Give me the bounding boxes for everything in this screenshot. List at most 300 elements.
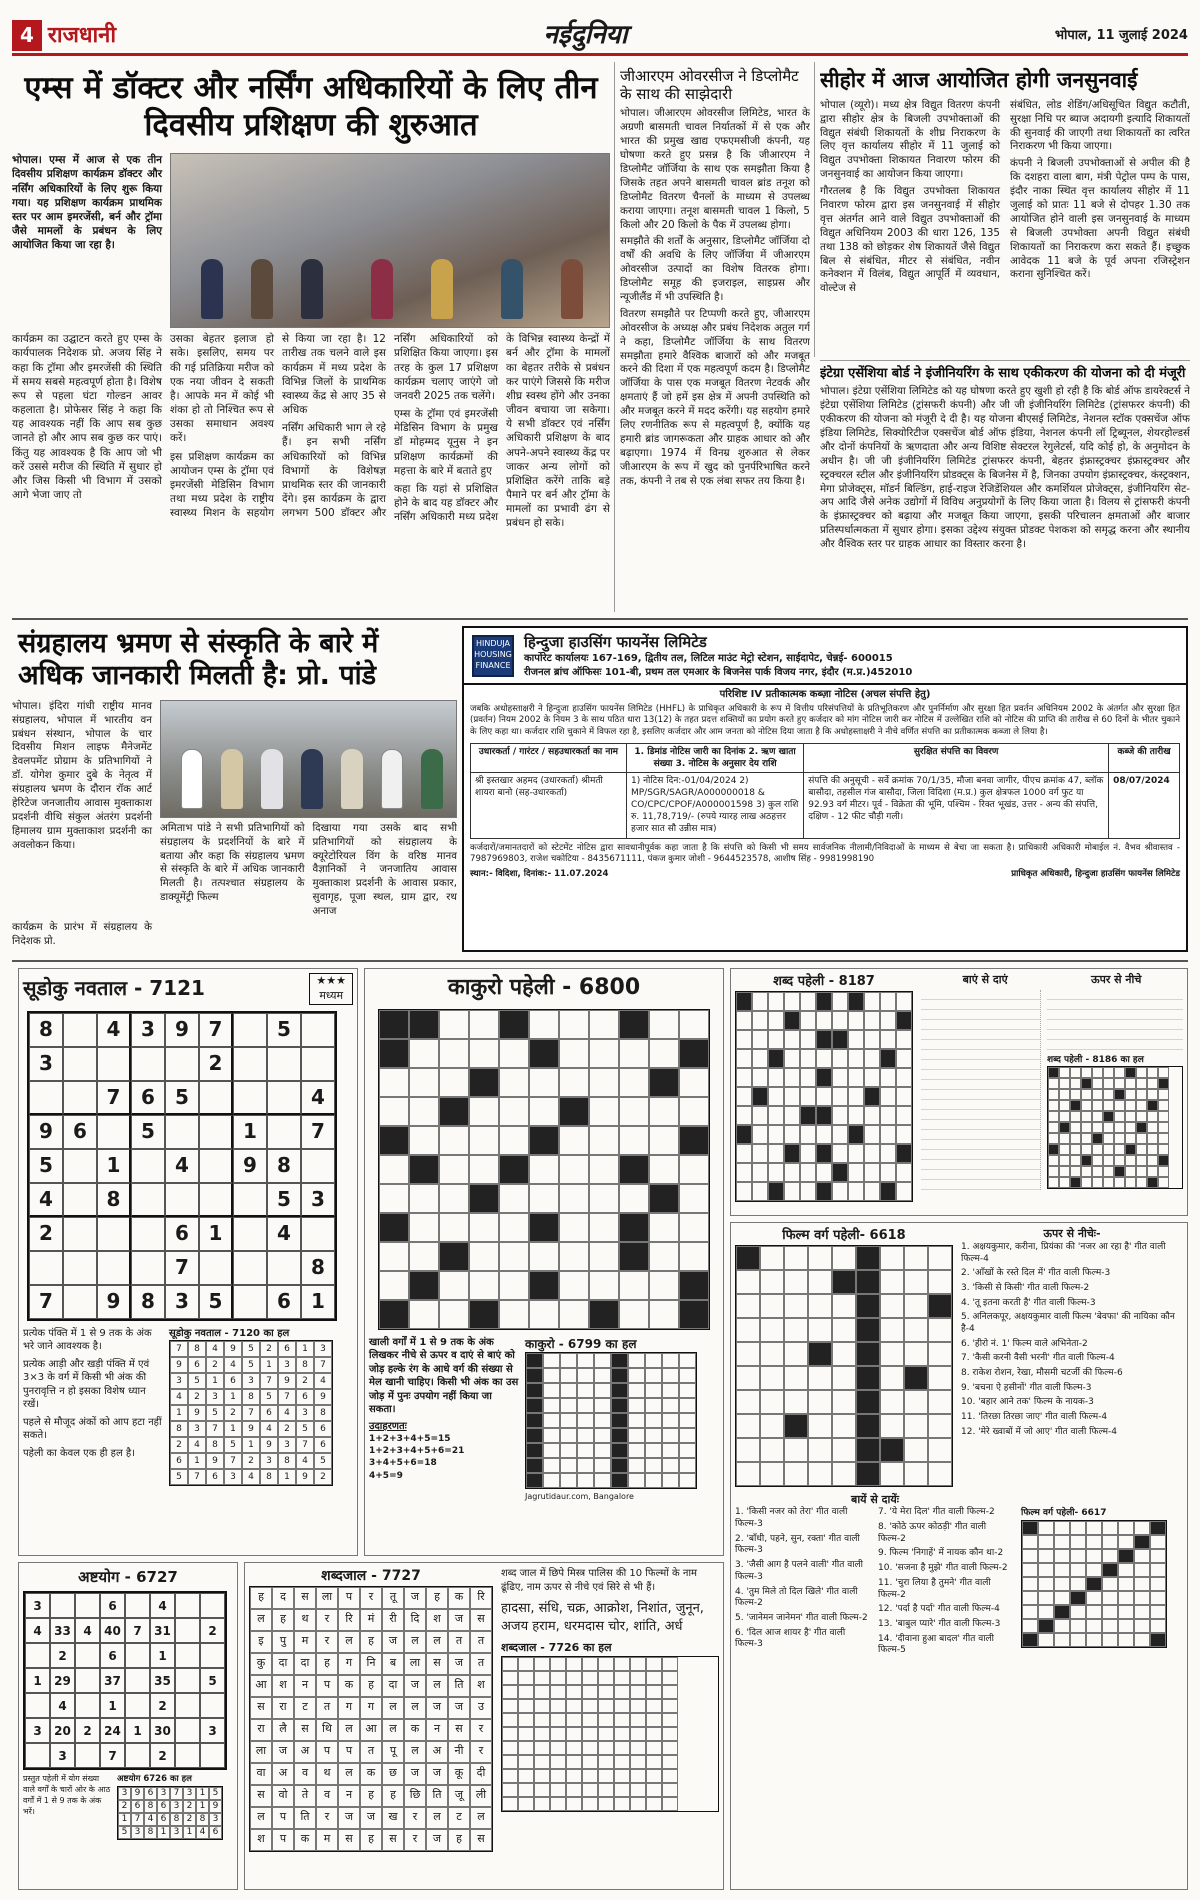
kakuro-solution-cell <box>560 1458 577 1473</box>
shabdjaal-cell: कु <box>250 1653 272 1675</box>
notice-table <box>470 743 1180 839</box>
shabdjaal-cell: पू <box>382 1741 404 1763</box>
sudoku-cell <box>301 1013 335 1047</box>
film-puzzle-cell <box>880 1294 904 1318</box>
sudoku-solution-cell: 1 <box>206 1373 224 1389</box>
shabdjaal-solution-cell <box>614 1671 630 1685</box>
shabdjaal-solution-cell <box>550 1727 566 1741</box>
ashtyog-solution-cell: 8 <box>170 1813 183 1826</box>
sudoku-solution-cell: 6 <box>260 1405 278 1421</box>
film-down-clue: 5. अनिलकपूर, अक्षयकुमार वाली फिल्म 'बेवफा' की नायिका कौन है-4 <box>961 1312 1175 1334</box>
shabdjaal-solution-cell <box>598 1671 614 1685</box>
kakuro-cell <box>619 1300 649 1329</box>
shabdjaal-solution-cell <box>662 1657 678 1671</box>
word-puzzle-solution-cell <box>1081 1111 1092 1122</box>
film-puzzle-cell <box>928 1270 952 1294</box>
word-puzzle-solution-cell <box>1147 1155 1158 1166</box>
kakuro-cell <box>439 1271 469 1300</box>
kakuro-cell <box>649 1213 679 1242</box>
shabdjaal-solution-cell <box>646 1769 662 1783</box>
sudoku-solution-cell: 5 <box>170 1469 188 1485</box>
film-down-clue: 4. 'तू इतना करती है' गीत वाली फिल्म-3 <box>961 1297 1096 1308</box>
shabdjaal-cell: ज <box>404 1587 426 1609</box>
notice-corp-office: कार्पोरेट कार्यालयः 167-169, द्वितीय तल, लिटिल माउंट मेट्रो स्टेशन, साईदापेट, चेन्नई- 600015 <box>524 653 893 665</box>
film-puzzle-cell <box>784 1366 808 1390</box>
notice-loan: 1) नोटिस दिन:-01/04/2024 2) MP/SGR/SAGR/A000000018 & CO/CPC/CPOF/A000001598 3) कुल राशि रु. 11,78,719/- (रुपये ग्यारह लाख अठहत्तर हजार सात सौ उन्नीस मात्र) <box>626 772 803 838</box>
kakuro-cell <box>379 1126 409 1155</box>
shabdjaal-solution-cell <box>502 1657 518 1671</box>
film-puzzle-solution-cell <box>1054 1521 1070 1535</box>
sudoku-solution-cell: 6 <box>314 1421 332 1437</box>
shabdjaal-cell: स <box>294 1719 316 1741</box>
shabdjaal-cell: वो <box>272 1785 294 1807</box>
sudoku-title: सूडोकु नवताल - 7121 <box>23 976 205 1001</box>
shabdjaal-cell: ली <box>470 1785 492 1807</box>
shabdjaal-cell: ल <box>404 1631 426 1653</box>
ashtyog-cell <box>75 1668 100 1693</box>
kakuro-cell <box>529 1155 559 1184</box>
word-puzzle-solution-cell <box>1048 1089 1059 1100</box>
word-puzzle-cell <box>784 1011 800 1030</box>
ashtyog-solution-cell: 3 <box>170 1826 183 1839</box>
story-sehore-para-1: भोपाल (व्यूरो)। मध्य क्षेत्र विद्युत वितरण कंपनी द्वारा सीहोर क्षेत्र के बिजली उपभोक्ताओं की विद्युत संबंधी शिकायतों के शीघ्र निराकरण के लिए वृत्त कार्यालय सीहोर में 11 जुलाई को विद्युत उपभोक्ता शिकायत निवारण फोरम की जनसुनवाई का आयोजन किया जाएगा। <box>820 98 1000 181</box>
word-puzzle-cell <box>880 1106 896 1125</box>
story-museum-right <box>160 700 457 919</box>
sudoku-cell: 3 <box>165 1285 199 1319</box>
word-puzzle-solution-cell <box>1114 1089 1125 1100</box>
film-puzzle-cell <box>880 1390 904 1414</box>
shabdjaal-solution-cell <box>662 1685 678 1699</box>
ashtyog-cell <box>125 1593 150 1618</box>
sudoku-cell: 1 <box>301 1285 335 1319</box>
kakuro-cell <box>409 1184 439 1213</box>
sudoku-cell <box>267 1115 301 1149</box>
word-puzzle-cell <box>864 1087 880 1106</box>
kakuro-solution-cell <box>526 1383 543 1398</box>
word-puzzle-solution-cell <box>1136 1155 1147 1166</box>
shabdjaal-row <box>249 1567 719 1852</box>
kakuro-solution-cell <box>611 1413 628 1428</box>
sudoku-cell: 3 <box>301 1183 335 1217</box>
shabdjaal-cell: दा <box>382 1675 404 1697</box>
kakuro-solution-cell <box>662 1413 679 1428</box>
word-puzzle-cell <box>784 1144 800 1163</box>
film-puzzle-cell <box>736 1438 760 1462</box>
kakuro-cell <box>499 1242 529 1271</box>
ashtyog-grid <box>23 1591 227 1770</box>
word-puzzle-solution-cell <box>1092 1144 1103 1155</box>
film-puzzle-cell <box>808 1270 832 1294</box>
word-puzzle-cell <box>864 1106 880 1125</box>
sudoku-solution-cell: 1 <box>188 1453 206 1469</box>
sudoku-cell <box>63 1183 97 1217</box>
word-puzzle-solution-cell <box>1158 1089 1169 1100</box>
shabdjaal-solution-cell <box>502 1783 518 1797</box>
word-puzzle-cell <box>784 1182 800 1201</box>
film-puzzle-cell <box>856 1462 880 1486</box>
shabdjaal-solution-cell <box>598 1727 614 1741</box>
ashtyog-cell: 33 <box>50 1618 75 1643</box>
shabdjaal-solution-cell <box>502 1671 518 1685</box>
word-puzzle-cell <box>784 1087 800 1106</box>
shabdjaal-solution-cell <box>662 1727 678 1741</box>
kakuro-cell <box>409 1097 439 1126</box>
word-puzzle-cell <box>832 1182 848 1201</box>
sudoku-solution-cell: 2 <box>296 1373 314 1389</box>
word-puzzle-cell <box>896 1011 912 1030</box>
film-down-clue: 2. 'आँखों के रस्ते दिल में' गीत वाली फिल्म-3 <box>961 1268 1111 1279</box>
ashtyog-cell: 4 <box>50 1693 75 1718</box>
word-puzzle-solution-cell <box>1081 1122 1092 1133</box>
ashtyog-instructions: प्रस्तुत पहेली में योग संख्या वाले वर्गों के चारों ओर के आठ वर्गों में 1 से 9 तक के अंक भरें। <box>23 1774 111 1816</box>
kakuro-solution-cell <box>577 1413 594 1428</box>
kakuro-cell <box>499 1300 529 1329</box>
kakuro-cell <box>679 1184 709 1213</box>
sudoku-solution-cell: 3 <box>296 1405 314 1421</box>
sudoku-solution-cell: 7 <box>278 1389 296 1405</box>
shabdjaal-solution-cell <box>550 1769 566 1783</box>
kakuro-solution-cell <box>679 1398 696 1413</box>
kakuro-solution-cell <box>628 1443 645 1458</box>
word-puzzle-cell <box>864 1125 880 1144</box>
word-puzzle-solution-cell <box>1070 1155 1081 1166</box>
sudoku-cell: 6 <box>267 1285 301 1319</box>
shabdjaal-solution-cell <box>550 1685 566 1699</box>
word-puzzle-cell <box>880 992 896 1011</box>
word-puzzle-solution-cell <box>1070 1067 1081 1078</box>
word-puzzle-solution-cell <box>1125 1166 1136 1177</box>
sudoku-cell: 1 <box>97 1149 131 1183</box>
kakuro-solution-cell <box>628 1428 645 1443</box>
shabdjaal-solution-cell <box>518 1713 534 1727</box>
kakuro-solution-cell <box>628 1383 645 1398</box>
film-puzzle-cell <box>904 1414 928 1438</box>
sudoku-cell <box>267 1047 301 1081</box>
sudoku-cell <box>233 1013 267 1047</box>
sudoku-solution-cell: 2 <box>278 1421 296 1437</box>
sudoku-solution-cell: 6 <box>278 1341 296 1357</box>
word-puzzle-cell <box>848 1087 864 1106</box>
word-puzzle-solution-cell <box>1114 1133 1125 1144</box>
film-puzzle-solution-cell <box>1134 1633 1150 1647</box>
kakuro-cell <box>469 1039 499 1068</box>
kakuro-solution-cell <box>560 1443 577 1458</box>
film-puzzle-cell <box>760 1294 784 1318</box>
word-puzzle-cell <box>768 1163 784 1182</box>
film-puzzle-cell <box>760 1342 784 1366</box>
story-aiims-para-3: इस प्रशिक्षण कार्यक्रम का आयोजन एम्स के ट्रॉमा एवं इमरजेंसी मेडिसिन विभाग तथा मध्य प्रदेश के राष्ट्रीय स्वास्थ्य मिशन के सहयोग से किया जा रहा है। 12 तारीख तक चलने वाले इस कार्यक्रम में मध्य प्रदेश के विभिन्न जिलों के प्राथमिक स्वास्थ्य केंद्र से आए 35 से अधिक <box>170 333 386 520</box>
shabdjaal-solution-cell <box>550 1713 566 1727</box>
kakuro-cell <box>529 1213 559 1242</box>
word-puzzle-solution-cell <box>1059 1144 1070 1155</box>
shabdjaal-solution-cell <box>534 1797 550 1811</box>
word-puzzle-solution-title: शब्द पहेली - 8186 का हल <box>1047 1054 1144 1065</box>
shabdjaal-solution-cell <box>534 1657 550 1671</box>
film-puzzle-cell <box>760 1270 784 1294</box>
kakuro-cell <box>439 1213 469 1242</box>
film-puzzle-solution-cell <box>1118 1605 1134 1619</box>
film-puzzle-title: फिल्म वर्ग पहेली- 6618 <box>782 1228 906 1243</box>
sudoku-cell <box>199 1183 233 1217</box>
film-puzzle-solution-cell <box>1022 1535 1038 1549</box>
notice-date: 08/07/2024 <box>1109 772 1180 838</box>
kakuro-solution-cell <box>611 1458 628 1473</box>
shabdjaal-solution-cell <box>598 1685 614 1699</box>
sudoku-cell <box>165 1115 199 1149</box>
shabdjaal-solution-cell <box>598 1769 614 1783</box>
shabdjaal-cell: म <box>294 1631 316 1653</box>
shabdjaal-cell: म <box>316 1829 338 1851</box>
shabdjaal-cell: व <box>316 1785 338 1807</box>
shabdjaal-solution-cell <box>630 1671 646 1685</box>
ashtyog-cell <box>75 1693 100 1718</box>
sudoku-solution-cell: 3 <box>314 1341 332 1357</box>
kakuro-solution-cell <box>594 1398 611 1413</box>
film-puzzle-solution-cell <box>1086 1605 1102 1619</box>
shabdjaal-solution-cell <box>518 1797 534 1811</box>
film-puzzle-cell <box>904 1342 928 1366</box>
kakuro-cell <box>379 1010 409 1039</box>
story-aiims-body <box>12 332 610 530</box>
sudoku-cell: 3 <box>131 1013 165 1047</box>
story-museum-para-2: कार्यक्रम के प्रारंभ में संग्रहालय के निदेशक प्रो. <box>12 920 152 947</box>
word-puzzle-solution-cell <box>1070 1133 1081 1144</box>
word-puzzle-solution-cell <box>1147 1100 1158 1111</box>
shabdjaal-cell: ल <box>250 1807 272 1829</box>
kakuro-example-1: 1+2+3+4+5=15 <box>369 1434 451 1445</box>
sudoku-cell <box>301 1149 335 1183</box>
film-puzzle-cell <box>808 1342 832 1366</box>
word-puzzle-cell <box>800 1163 816 1182</box>
kakuro-cell <box>649 1039 679 1068</box>
kakuro-solution-cell <box>645 1353 662 1368</box>
word-puzzle-solution-cell <box>1136 1177 1147 1188</box>
shabdjaal-cell: त <box>316 1697 338 1719</box>
word-puzzle-cell <box>816 1049 832 1068</box>
kakuro-cell <box>529 1097 559 1126</box>
word-puzzle-cell <box>848 1030 864 1049</box>
film-puzzle-cell <box>928 1438 952 1462</box>
film-puzzle-cell <box>784 1414 808 1438</box>
ashtyog-cell <box>200 1593 225 1618</box>
word-puzzle-cell <box>784 1106 800 1125</box>
notice-signoff: प्राधिकृत अधिकारी, हिन्दुजा हाउसिंग फायनेंस लिमिटेड <box>1011 868 1180 879</box>
sudoku-solution-cell: 9 <box>188 1405 206 1421</box>
sudoku-solution-cell: 4 <box>224 1357 242 1373</box>
kakuro-solution-cell <box>594 1473 611 1488</box>
story-aiims-lead: भोपाल। एम्स में आज से एक तीन दिवसीय प्रशिक्षण कार्यक्रम डॉक्टर और नर्सिंग अधिकारियों के लिए शुरू किया गया। यह प्रशिक्षण कार्यक्रम प्राथमिक स्तर पर आम इमरजेंसी, बर्न और ट्रॉमा जैसे मामलों के प्रबंधन के लिए आयोजित किया जा रहा है। <box>12 154 162 252</box>
film-puzzle-solution-cell <box>1118 1535 1134 1549</box>
kakuro-cell <box>439 1097 469 1126</box>
film-puzzle-solution-cell <box>1134 1535 1150 1549</box>
kakuro-cell <box>379 1097 409 1126</box>
film-down-clue: 1. अक्षयकुमार, करीना, प्रियंका की 'नजर आ रहा है' गीत वाली फिल्म-4 <box>961 1241 1166 1264</box>
sudoku-solution-cell: 8 <box>242 1389 260 1405</box>
word-puzzle-cell <box>736 1163 752 1182</box>
word-puzzle-cell <box>832 1106 848 1125</box>
story-aiims <box>12 62 610 612</box>
word-puzzle-solution-cell <box>1114 1166 1125 1177</box>
kakuro-example-4: 4+5=9 <box>369 1470 403 1481</box>
word-puzzle-solution-cell <box>1125 1089 1136 1100</box>
word-puzzle-cell <box>752 1182 768 1201</box>
kakuro-cell <box>559 1010 589 1039</box>
shabdjaal-solution-cell <box>550 1783 566 1797</box>
film-puzzle-cell <box>760 1390 784 1414</box>
word-puzzle-down-title: ऊपर से नीचे <box>1090 973 1142 986</box>
word-puzzle-cell <box>736 1144 752 1163</box>
word-puzzle-cell <box>880 1125 896 1144</box>
word-puzzle-solution-cell <box>1114 1100 1125 1111</box>
film-puzzle-cell <box>928 1366 952 1390</box>
word-puzzle-solution-cell <box>1103 1067 1114 1078</box>
word-puzzle-solution-cell <box>1147 1078 1158 1089</box>
kakuro-cell <box>679 1242 709 1271</box>
shabdjaal-solution-cell <box>582 1699 598 1713</box>
sudoku-header <box>23 973 353 1005</box>
kakuro-solution-cell <box>526 1368 543 1383</box>
sudoku-level-box: ★★★ मध्यम <box>309 973 353 1005</box>
shabdjaal-cell: ह <box>250 1587 272 1609</box>
shabdjaal-solution-cell <box>662 1713 678 1727</box>
word-puzzle-solution-cell <box>1103 1089 1114 1100</box>
shabdjaal-title: शब्दजाल - 7727 <box>321 1568 421 1584</box>
word-puzzle-solution-cell <box>1158 1078 1169 1089</box>
sudoku-cell: 4 <box>267 1217 301 1251</box>
sudoku-cell <box>233 1285 267 1319</box>
word-puzzle-cell <box>816 1087 832 1106</box>
film-puzzle-cell <box>736 1270 760 1294</box>
shabdjaal-solution-cell <box>550 1741 566 1755</box>
film-across-clue: 7. 'ये मेरा दिल' गीत वाली फिल्म-2 <box>878 1507 995 1518</box>
sudoku-cell <box>301 1047 335 1081</box>
kakuro-cell <box>589 1271 619 1300</box>
shabdjaal-solution-cell <box>566 1769 582 1783</box>
sudoku-solution-cell: 7 <box>296 1437 314 1453</box>
film-puzzle-cell <box>880 1270 904 1294</box>
shabdjaal-solution-cell <box>630 1741 646 1755</box>
sudoku-solution-cell: 8 <box>296 1357 314 1373</box>
shabdjaal-cell: रा <box>250 1719 272 1741</box>
shabdjaal-cell: ह <box>360 1675 382 1697</box>
shabdjaal-solution-cell <box>646 1797 662 1811</box>
kakuro-cell <box>379 1039 409 1068</box>
film-puzzle-cell <box>856 1246 880 1270</box>
sudoku-solution-cell: 4 <box>314 1373 332 1389</box>
kakuro-solution-cell <box>662 1398 679 1413</box>
ashtyog-solution-cell: 6 <box>131 1800 144 1813</box>
shabdjaal-solution-cell <box>502 1727 518 1741</box>
word-puzzle-solution-cell <box>1070 1166 1081 1177</box>
word-puzzle-cell <box>768 1182 784 1201</box>
sudoku-cell <box>97 1115 131 1149</box>
ashtyog-solution-cell: 2 <box>183 1813 196 1826</box>
shabdjaal-cell: ज <box>426 1829 448 1851</box>
shabdjaal-solution-cell <box>582 1755 598 1769</box>
word-puzzle-solution-cell <box>1147 1111 1158 1122</box>
word-puzzle-cell <box>752 1144 768 1163</box>
film-puzzle-cell <box>784 1246 808 1270</box>
kakuro-cell <box>439 1155 469 1184</box>
film-puzzle-solution-cell <box>1150 1521 1166 1535</box>
film-down-clue: 6. 'हीरो नं. 1' फिल्म वाले अभिनेता-2 <box>961 1338 1088 1349</box>
shabdjaal-solution-cell <box>502 1755 518 1769</box>
kakuro-solution-cell <box>611 1353 628 1368</box>
sudoku-cell <box>63 1149 97 1183</box>
film-puzzle-cell <box>736 1462 760 1486</box>
story-grm-para-1: भोपाल। जीआरएम ओवरसीज लिमिटेड, भारत के अग्रणी बासमती चावल निर्यातकों में से एक और भारत की प्रमुख खाद्य एफएमसीजी कंपनी, यह घोषणा करते हुए प्रसन्न है कि जीआरएम ने डिप्लोमैट जॉर्जिया के साथ एक समझौता किया है जिसके तहत अपने बासमती चावल ब्रांड तनूश को डिप्लोमैट वितरण चैनलों के माध्यम से उपलब्ध कराया जाएगा। तनूश बासमती चावल 1 किलो, 5 किलो और 20 किलो के पैक में उपलब्ध होगा। <box>620 107 810 231</box>
film-puzzle-solution-cell <box>1022 1577 1038 1591</box>
sudoku-cell: 8 <box>29 1013 63 1047</box>
shabdjaal-solution-cell <box>646 1685 662 1699</box>
kakuro-cell <box>439 1039 469 1068</box>
sudoku-solution-cell: 9 <box>260 1437 278 1453</box>
shabdjaal-solution-cell <box>614 1741 630 1755</box>
film-puzzle-solution-cell <box>1070 1619 1086 1633</box>
film-puzzle-solution-cell <box>1150 1563 1166 1577</box>
film-puzzle-solution-cell <box>1054 1619 1070 1633</box>
kakuro-cell <box>619 1068 649 1097</box>
word-puzzle-solution-cell <box>1059 1111 1070 1122</box>
sudoku-cell: 1 <box>233 1115 267 1149</box>
kakuro-solution-cell <box>560 1428 577 1443</box>
notice-intro: जबकि अधोहस्ताक्षरी ने हिन्दुजा हाउसिंग फायनेंस लिमिटेड (HHFL) के प्राधिकृत अधिकारी के रूप में वित्तीय परिसंपत्तियों के प्रतिभूतिकरण और पुनर्निर्माण और सुरक्षा हित प्रवर्तन अधिनियम 2002 के अंतर्गत और सुरक्षा हित (प्रवर्तन) नियम 2002 के नियम 3 के साथ पठित धारा 13(12) के तहत प्रदत्त शक्तियों का प्रयोग करते हुए कर्जदार को मांग नोटिस जारी कर नोटिस में उल्लेखित राशि को नोटिस की प्राप्ति की तारीख से 60 दिनों के भीतर चुकाने के लिए कहा था। कर्जदार राशि चुकाने में विफल रहा है, इसलिए कर्जदार और आम जनता को नोटिस दिया जाता है कि अधोहस्ताक्षरी ने नीचे वर्णित संपत्ति का प्रतीकात्मक कब्जा ले लिया है। <box>470 703 1181 737</box>
film-puzzle-cell <box>880 1438 904 1462</box>
shabdjaal-cell: स <box>250 1697 272 1719</box>
sudoku-solution-cell: 8 <box>260 1469 278 1485</box>
newspaper-logo: नईदुनिया <box>543 19 628 50</box>
shabdjaal-cell: प <box>272 1807 294 1829</box>
kakuro-cell <box>499 1126 529 1155</box>
kakuro-solution-cell <box>662 1428 679 1443</box>
film-puzzle-cell <box>808 1366 832 1390</box>
word-puzzle-cell <box>816 1011 832 1030</box>
kakuro-solution-cell <box>577 1368 594 1383</box>
kakuro-solution-cell <box>577 1443 594 1458</box>
film-puzzle-solution-cell <box>1118 1563 1134 1577</box>
shabdjaal-cell: र <box>316 1807 338 1829</box>
shabdjaal-solution-cell <box>598 1657 614 1671</box>
word-puzzle-cell <box>848 1144 864 1163</box>
film-puzzle-solution-cell <box>1086 1549 1102 1563</box>
word-puzzle-cell <box>752 1049 768 1068</box>
shabdjaal-solution-cell <box>630 1685 646 1699</box>
shabdjaal-cell: ल <box>426 1807 448 1829</box>
ashtyog-solution-cell: 8 <box>144 1800 157 1813</box>
ashtyog-solution-cell: 7 <box>131 1813 144 1826</box>
shabdjaal-solution-cell <box>662 1699 678 1713</box>
sudoku-cell <box>63 1081 97 1115</box>
notice-th-property: सुरक्षित संपत्ति का विवरण <box>804 743 1109 772</box>
film-puzzle-cell <box>880 1342 904 1366</box>
ashtyog-solution-title: अष्टयोग 6726 का हल <box>117 1774 192 1785</box>
word-puzzle-across-title: बाएं से दाएं <box>962 973 1008 986</box>
word-puzzle-clue-columns <box>921 990 1183 1190</box>
ashtyog-cell <box>200 1643 225 1668</box>
word-puzzle-solution-cell <box>1125 1067 1136 1078</box>
word-puzzle-cell <box>800 1144 816 1163</box>
shabdjaal-solution-cell <box>630 1755 646 1769</box>
kakuro-cell <box>649 1155 679 1184</box>
word-puzzle-solution-cell <box>1059 1067 1070 1078</box>
ashtyog-solution-cell: 2 <box>183 1800 196 1813</box>
word-puzzle-solution-cell <box>1147 1144 1158 1155</box>
sudoku-solution-cell: 3 <box>260 1453 278 1469</box>
word-puzzle-solution-cell <box>1158 1166 1169 1177</box>
sudoku-rule: प्रत्येक आड़ी और खड़ी पंक्ति में एवं 3×3 के वर्ग में किसी भी अंक की पुनरावृत्ति न हो इसका विशेष ध्यान रखें। <box>23 1358 150 1411</box>
word-puzzle-cell <box>896 1144 912 1163</box>
notice-footer: कर्जदारों/जमानतदारों को स्टेटमेंट नोटिस द्वारा सावधानीपूर्वक कहा जाता है कि संपत्ति को किसी भी समय सार्वजनिक नीलामी/निविदाओं के माध्यम से बेचा जा सकता है। प्राधिकारी अधिकारी मोबाईल नं. वैभव श्रीवास्तव - 7987969803, राजेश चकोटिया - 8435671111, पंकज कुमार जोशी - 9644523578, आशीष सिंह - 9981998190 <box>470 842 1180 865</box>
